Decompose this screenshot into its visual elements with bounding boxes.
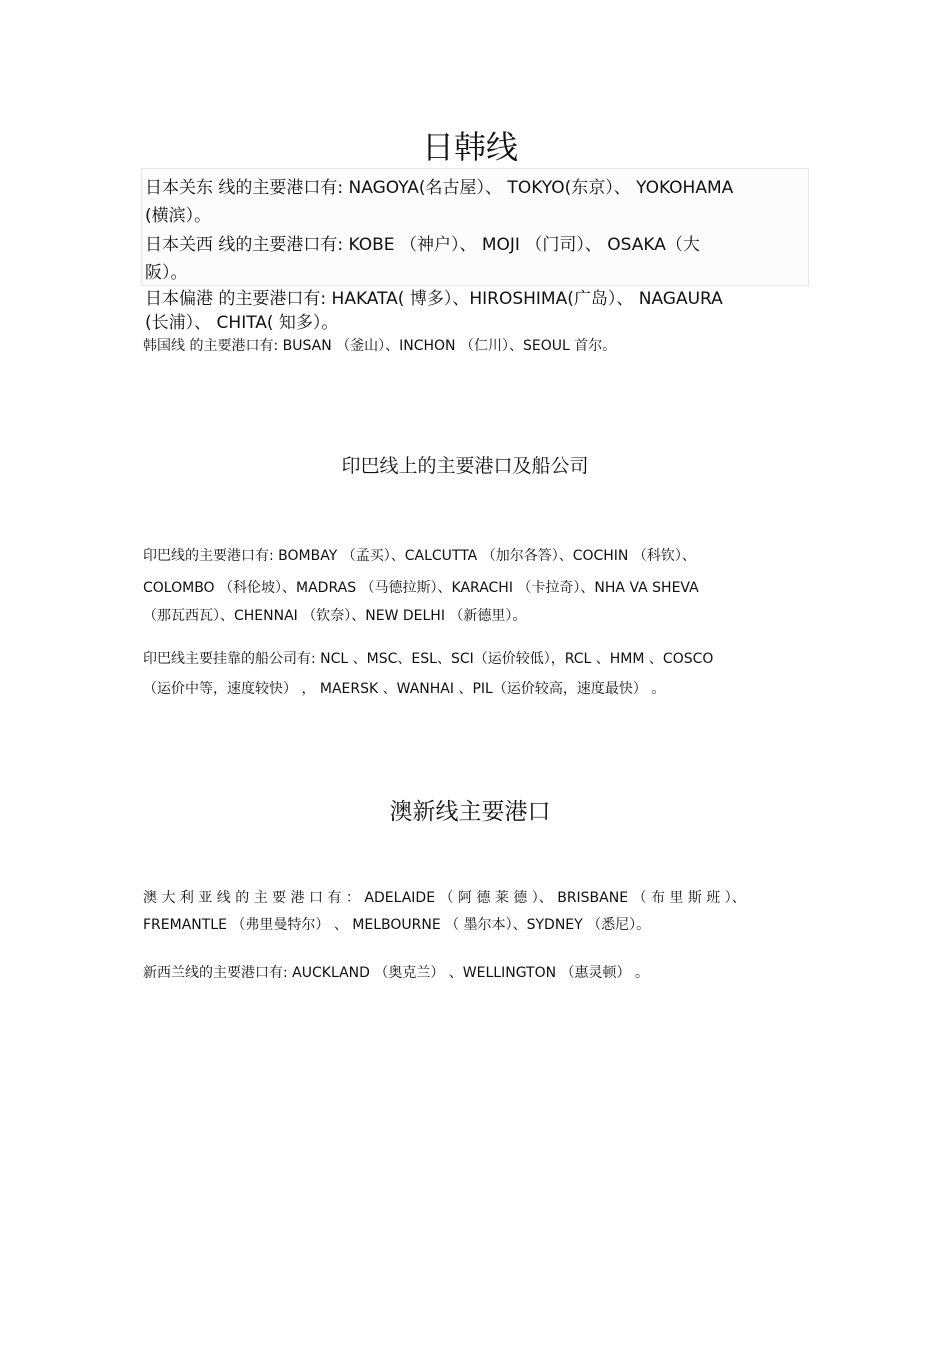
new-zealand-ports-line: 新西兰线的主要港口有: AUCKLAND （奥克兰） 、WELLINGTON （惠灵顿） 。 xyxy=(143,965,649,981)
outlying-line-1: 日本偏港 的主要港口有: HAKATA( 博多）、HIROSHIMA(广岛）、 NAGAURA xyxy=(145,289,723,309)
korea-ports-line: 韩国线 的主要港口有: BUSAN （釜山）、INCHON （仁川）、SEOUL 首尔。 xyxy=(143,338,617,354)
section-title-japan-korea: 日韩线 xyxy=(421,128,518,166)
india-ports-line-3: （那瓦西瓦）、CHENNAI （钦奈）、NEW DELHI （新德里）。 xyxy=(143,608,527,624)
kanto-line-1: 日本关东 线的主要港口有: NAGOYA(名古屋）、 TOKYO(东京）、 YOKOHAMA xyxy=(145,178,734,198)
india-ports-line-2: COLOMBO （科伦坡）、MADRAS （马德拉斯）、KARACHI （卡拉奇）、NHA VA SHEVA xyxy=(143,580,699,596)
australia-ports-line-1: 澳 大 利 亚 线 的 主 要 港 口 有 ： ADELAIDE （ 阿 德 莱 德 ）、 BRISBANE （ 布 里 斯 班 ）、 xyxy=(143,890,746,906)
india-carriers-line-2: （运价中等，速度较快） ， MAERSK 、WANHAI 、PIL（运价较高，速度最快） 。 xyxy=(143,681,666,697)
section-title-australia-nz: 澳新线主要港口 xyxy=(389,799,551,825)
kansai-line-1: 日本关西 线的主要港口有: KOBE （神户）、 MOJI （门司）、 OSAKA（大 xyxy=(145,235,700,255)
section-title-india-pakistan: 印巴线上的主要港口及船公司 xyxy=(341,455,589,477)
kansai-line-2: 阪）。 xyxy=(145,263,188,283)
kanto-line-2: (横滨）。 xyxy=(145,206,212,226)
india-carriers-line-1: 印巴线主要挂靠的船公司有: NCL 、MSC、ESL、SCI（运价较低），RCL 、HMM 、COSCO xyxy=(143,651,714,667)
australia-ports-line-2: FREMANTLE （弗里曼特尔） 、 MELBOURNE （ 墨尔本）、SYDNEY （悉尼）。 xyxy=(143,917,651,933)
outlying-line-2: (长浦）、 CHITA( 知多）。 xyxy=(145,313,339,333)
india-ports-line-1: 印巴线的主要港口有: BOMBAY （孟买）、CALCUTTA （加尔各答）、COCHIN （科钦）、 xyxy=(143,548,696,564)
